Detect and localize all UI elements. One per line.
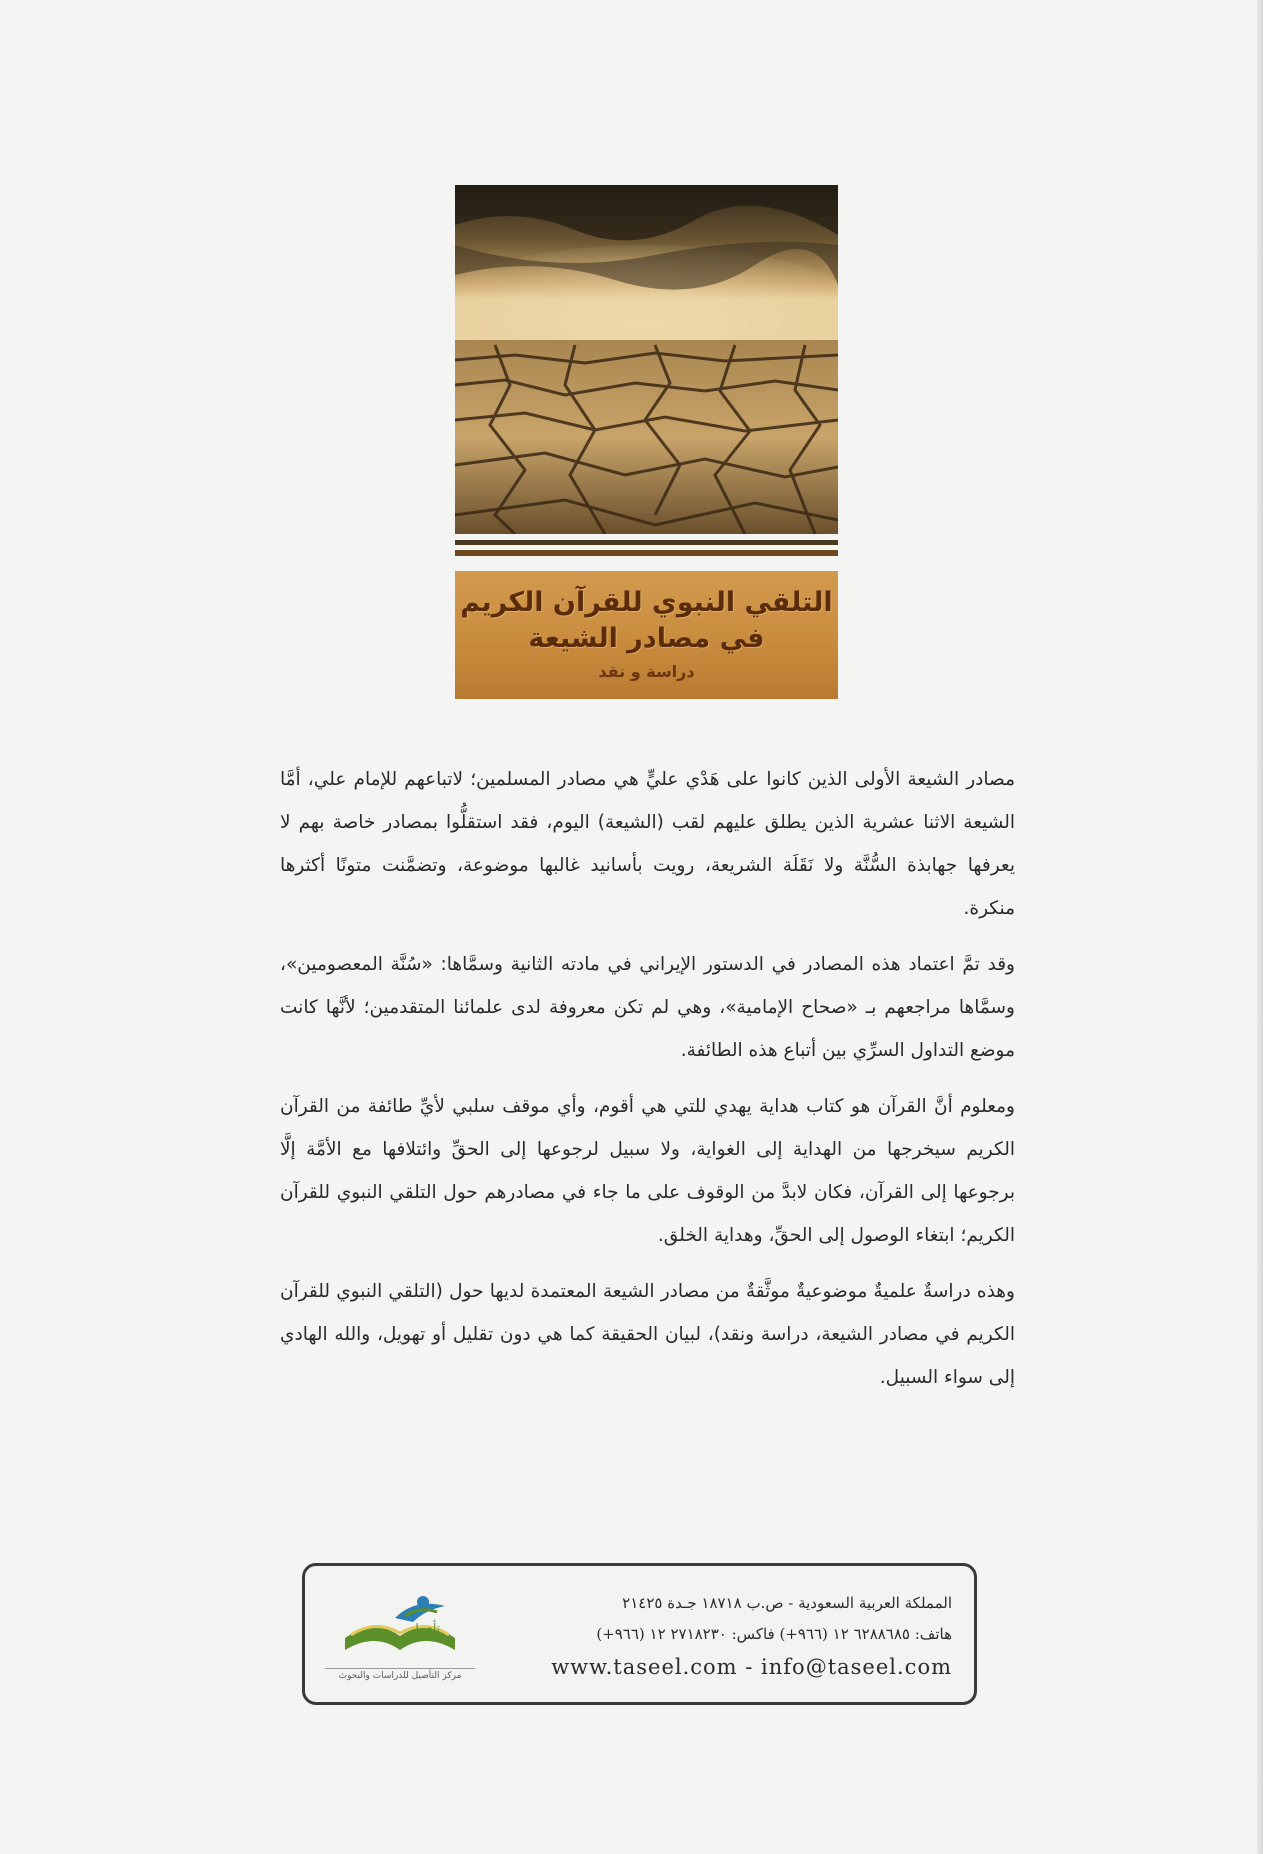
publisher-address: المملكة العربية السعودية - ص.ب ١٨٧١٨ جـدة ٢١٤٢٥ <box>622 1594 952 1612</box>
description-paragraph-1: مصادر الشيعة الأولى الذين كانوا على هَدْي عليٍّ هي مصادر المسلمين؛ لاتباعهم للإمام علي، أمَّا الشيعة الاثنا عشرية الذين يطلق عليهم لقب (الشيعة) اليوم، فقد استقلُّوا بمصادر خاصة بهم لا يعرفها جهابذة السُّنَّة ولا نَقَلَة الشريعة، رويت بأسانيد غالبها موضوعة، وتضمَّنت متونًا أكثرها منكرة. <box>280 769 1015 919</box>
logo-wordmark: تأصيل <box>410 1621 440 1635</box>
book-description <box>280 758 1015 1412</box>
description-paragraph-2: وقد تمَّ اعتماد هذه المصادر في الدستور الإيراني في مادته الثانية وسمَّاها: «سُنَّة المعصومين»، وسمَّاها مراجعهم بـ «صحاح الإمامية»، وهي لم تكن معروفة لدى علمائنا المتقدمين؛ لأنَّها كانت موضع التداول السرِّي بين أتباع هذه الطائفة. <box>280 954 1015 1061</box>
book-subtitle: دراسة و نقد <box>598 662 695 681</box>
description-paragraph-4: وهذه دراسةٌ علميةٌ موضوعيةٌ موثَّقةٌ من مصادر الشيعة المعتمدة لديها حول (التلقي النبوي للقرآن الكريم في مصادر الشيعة، دراسة ونقد)، لبيان الحقيقة كما هي دون تقليل أو تهويل، والله الهادي إلى سواء السبيل. <box>280 1281 1015 1388</box>
publisher-contact-box <box>302 1563 977 1705</box>
book-title-panel <box>455 571 838 699</box>
cover-image <box>455 185 838 534</box>
book-title-line-2: في مصادر الشيعة <box>528 623 765 654</box>
logo-caption: مركز التأصيل للدراسات والبحوث <box>325 1668 475 1681</box>
publisher-phone-fax: هاتف: ٦٢٨٨٦٨٥ ١٢ (٩٦٦+) فاكس: ٢٧١٨٢٣٠ ١٢ (٩٦٦+) <box>596 1625 952 1643</box>
publisher-web-email[interactable]: www.taseel.com - info@taseel.com <box>551 1655 952 1679</box>
page-edge <box>1257 0 1263 1854</box>
book-logo-icon <box>325 1588 475 1668</box>
book-title-line-1: التلقي النبوي للقرآن الكريم <box>460 587 833 618</box>
publisher-contact-text <box>462 1588 952 1684</box>
description-paragraph-3: ومعلوم أنَّ القرآن هو كتاب هداية يهدي للتي هي أقوم، وأي موقف سلبي لأيِّ طائفة من القرآن الكريم سيخرجها من الهداية إلى الغواية، ولا سبيل لرجوعها إلى الحقِّ وائتلافها مع الأمَّة إلَّا برجوعها إلى القرآن، فكان لابدَّ من الوقوف على ما جاء في مصادرهم حول التلقي النبوي للقرآن الكريم؛ ابتغاء الوصول إلى الحقِّ، وهداية الخلق. <box>280 1096 1015 1246</box>
cover-stripe-brown <box>455 550 838 556</box>
cover-stripe-dark <box>455 540 838 545</box>
publisher-logo <box>325 1588 475 1688</box>
